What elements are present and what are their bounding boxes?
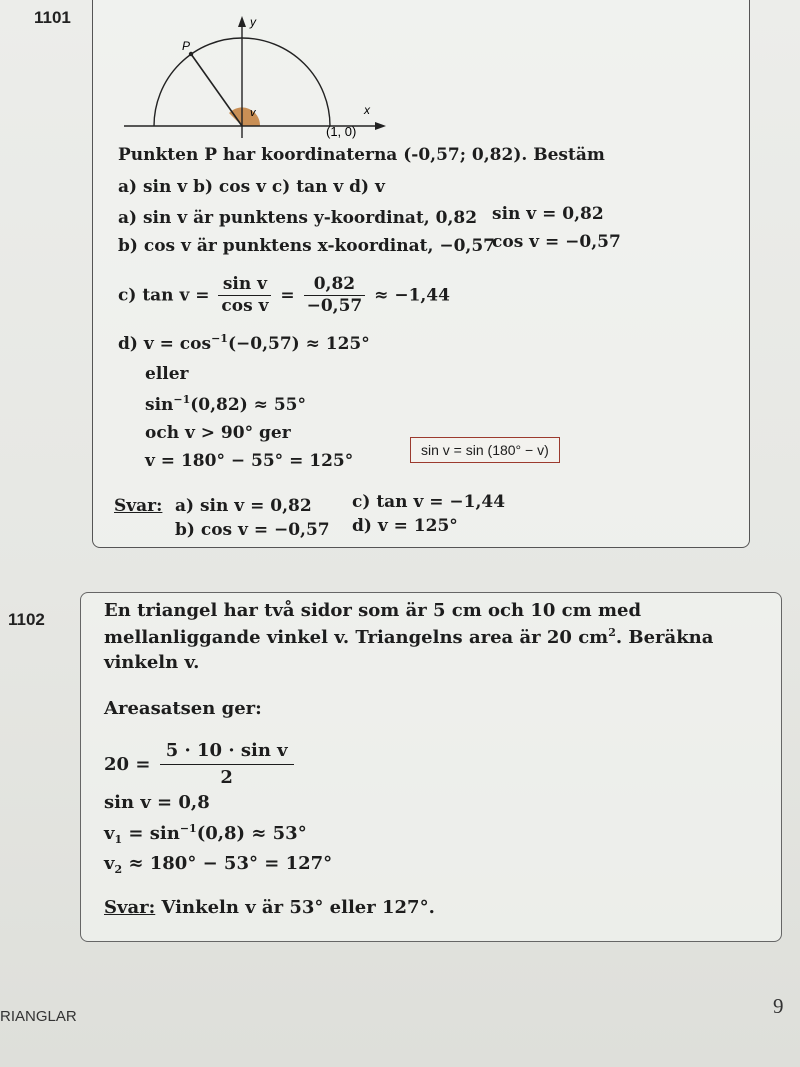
- solution-c: [118, 274, 450, 317]
- problem-text: . Beräkna: [615, 627, 714, 648]
- problem-text: mellanliggande vinkel v. Triangelns area är 20 cm: [104, 627, 609, 648]
- answer-label: [114, 496, 162, 516]
- fraction-numerator: 5 · 10 · sin v: [160, 738, 294, 765]
- equation-text: = sin: [122, 823, 180, 844]
- solution-d-line5: v = 180° − 55° = 125°: [145, 451, 354, 471]
- exercise-number-1101: 1101: [34, 8, 71, 27]
- fraction-numerator: sin v: [218, 274, 271, 296]
- solution-a-result: sin v = 0,82: [492, 204, 604, 224]
- fraction-denominator: 2: [220, 767, 233, 788]
- y-axis-label: y: [250, 15, 256, 29]
- unit-circle-figure: [120, 12, 390, 142]
- answer-a: a) sin v = 0,82: [175, 496, 312, 516]
- square-exponent: 2: [608, 626, 616, 639]
- solution-d-text: sin: [145, 395, 174, 415]
- fraction-numerator: 0,82: [304, 274, 366, 296]
- solution-d-text: d) v = cos: [118, 334, 212, 354]
- answer-b: b) cos v = −0,57: [175, 520, 330, 540]
- equation-v1: [104, 822, 307, 846]
- variable-v: v: [104, 853, 115, 874]
- y-axis-arrow: [238, 16, 246, 27]
- answer-label-text: Svar:: [104, 897, 156, 918]
- fraction-denominator: cos v: [221, 296, 269, 316]
- solution-d-line4: och v > 90° ger: [145, 423, 291, 443]
- answer-1102: [104, 897, 435, 918]
- solution-d-text: (−0,57) ≈ 125°: [227, 334, 370, 354]
- equation-text: ≈ 180° − 53° = 127°: [122, 853, 333, 874]
- answer-d: d) v = 125°: [352, 516, 458, 536]
- solution-b: b) cos v är punktens x-koordinat, −0,57: [118, 236, 495, 256]
- area-equation: [104, 738, 297, 791]
- answer-c: c) tan v = −1,44: [352, 492, 506, 512]
- problem-line-2: [104, 626, 713, 648]
- subscript: 2: [114, 863, 123, 876]
- radius-line: [191, 54, 242, 126]
- inverse-exponent: −1: [211, 332, 228, 345]
- solution-d-text: (0,82) ≈ 55°: [190, 395, 306, 415]
- problem-line-1: En triangel har två sidor som är 5 cm och 10 cm med: [104, 600, 642, 621]
- answer-label-text: Svar:: [114, 496, 163, 516]
- subscript: 1: [114, 833, 123, 846]
- exercise-number-1102: 1102: [8, 610, 45, 629]
- point-1-0-label: (1, 0): [326, 124, 357, 139]
- angle-v-label: v: [250, 107, 256, 119]
- solution-d-line3: [145, 393, 306, 415]
- equation-sin-v: sin v = 0,8: [104, 792, 210, 813]
- fraction-sin-cos: [218, 274, 271, 317]
- solution-a: a) sin v är punktens y-koordinat, 0,82: [118, 208, 478, 228]
- variable-v: v: [104, 823, 115, 844]
- fraction-values: [304, 274, 366, 317]
- answer-text: Vinkeln v är 53° eller 127°.: [155, 897, 435, 918]
- problem-line-3: vinkeln v.: [104, 652, 200, 673]
- areasats-heading: Areasatsen ger:: [104, 698, 262, 719]
- inverse-exponent: −1: [173, 393, 191, 406]
- equals-sign: =: [280, 285, 295, 306]
- problem-text: Punkten P har koordinaterna (-0,57; 0,82). Bestäm: [118, 145, 605, 165]
- equation-text: (0,8) ≈ 53°: [196, 823, 307, 844]
- solution-c-lead: c) tan v =: [118, 285, 210, 306]
- equation-v2: [104, 853, 332, 876]
- page-number: 9: [773, 994, 784, 1018]
- solution-d-line2: eller: [145, 364, 189, 384]
- x-axis-arrow: [375, 122, 386, 130]
- fraction-denominator: −0,57: [306, 296, 363, 316]
- solution-c-result: ≈ −1,44: [374, 285, 450, 306]
- solution-d-line1: [118, 332, 370, 354]
- identity-note-box: sin v = sin (180° − v): [410, 437, 560, 463]
- problem-parts: a) sin v b) cos v c) tan v d) v: [118, 177, 385, 197]
- chapter-footer: RIANGLAR: [0, 1008, 77, 1025]
- equation-lead: 20 =: [104, 754, 151, 775]
- point-p-label: P: [182, 39, 191, 53]
- solution-b-result: cos v = −0,57: [492, 232, 621, 252]
- x-axis-label: x: [364, 103, 370, 117]
- inverse-exponent: −1: [179, 822, 197, 835]
- area-fraction: [160, 738, 294, 791]
